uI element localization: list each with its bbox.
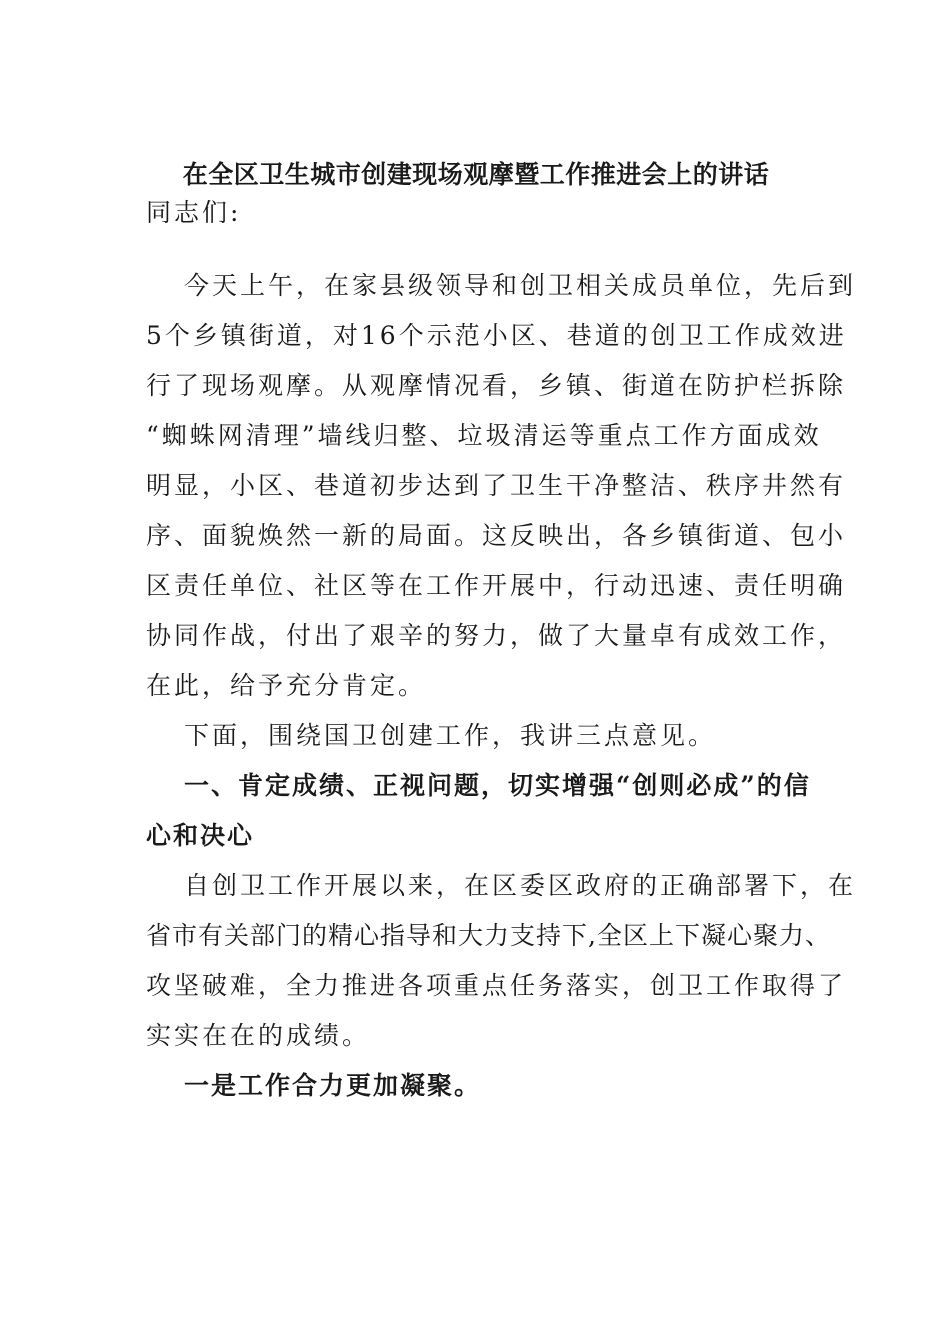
paragraph-line: 区责任单位、社区等在工作开展中，行动迅速、责任明确 (146, 571, 847, 600)
document-title: 在全区卫生城市创建现场观摩暨工作推进会上的讲话 (182, 160, 770, 189)
paragraph-line: 今天上午，在家县级领导和创卫相关成员单位，先后到 (184, 271, 857, 300)
paragraph-line: 明显，小区、巷道初步达到了卫生干净整洁、秩序井然有 (146, 471, 847, 500)
paragraph-line: 行了现场观摩。从观摩情况看，乡镇、街道在防护栏拆除 (146, 371, 847, 400)
paragraph-line: 攻坚破难，全力推进各项重点任务落实，创卫工作取得了 (146, 971, 847, 1000)
paragraph-line: 协同作战，付出了艰辛的努力，做了大量卓有成效工作， (146, 621, 847, 650)
subsection-heading: 一是工作合力更加凝聚。 (184, 1071, 482, 1100)
section-heading: 心和决心 (146, 821, 255, 850)
paragraph-line: 序、面貌焕然一新的局面。这反映出，各乡镇街道、包小 (146, 521, 847, 550)
paragraph-line: 下面，围绕国卫创建工作，我讲三点意见。 (184, 721, 717, 750)
salutation: 同志们: (146, 198, 242, 227)
section-heading: 一、肯定成绩、正视问题，切实增强“创则必成”的信 (184, 771, 811, 800)
paragraph-line: “蜘蛛网清理”墙线归整、垃圾清运等重点工作方面成效 (146, 421, 822, 450)
paragraph-line: 5个乡镇街道，对16个示范小区、巷道的创卫工作成效进 (146, 321, 847, 350)
paragraph-line: 在此，给予充分肯定。 (146, 671, 427, 700)
paragraph-line: 自创卫工作开展以来，在区委区政府的正确部署下，在 (184, 871, 857, 900)
paragraph-line: 实实在在的成绩。 (146, 1021, 371, 1050)
paragraph-line: 省市有关部门的精心指导和大力支持下,全区上下凝心聚力、 (146, 921, 831, 950)
